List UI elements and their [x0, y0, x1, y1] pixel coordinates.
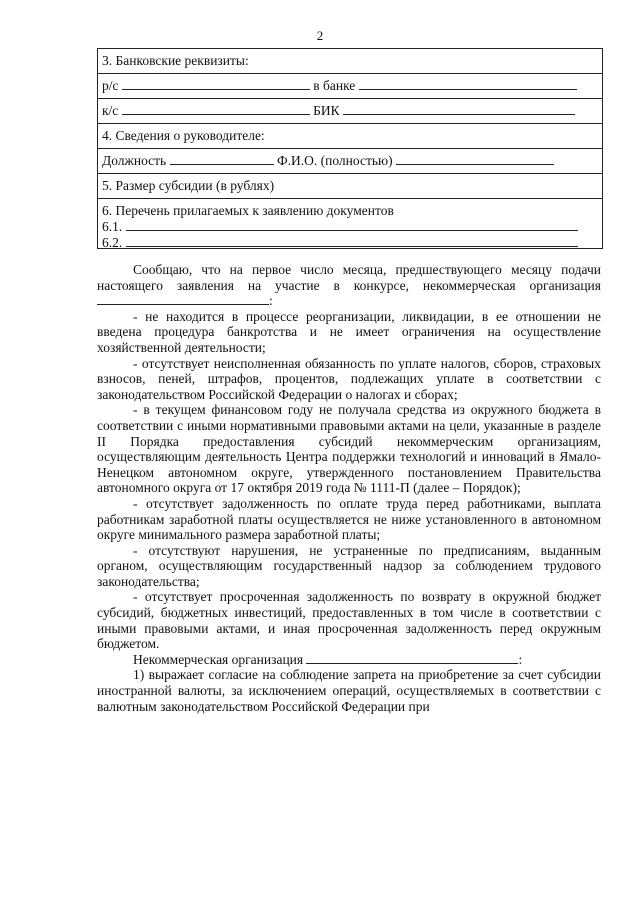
form-table	[97, 48, 603, 249]
rs-row	[98, 73, 602, 98]
doc-2-label: 6.2.	[102, 235, 123, 250]
subsidy-header: 5. Размер субсидии (в рублях)	[102, 178, 275, 193]
ks-label: к/с	[102, 103, 119, 118]
bik-label: БИК	[313, 103, 340, 118]
paragraph-organization-colon: :	[518, 651, 523, 667]
in-bank-label: в банке	[313, 78, 356, 93]
paragraph-overdue-debt: - отсутствует просроченная задолженность по возврату в окружной бюджет субсидий, бюджетных инвестиций, предоставленных в том числе в соответствии с иными правовыми актами, и иная просроченная задолженность перед окружным бюджетом.	[97, 589, 601, 652]
subsidy-row	[98, 173, 602, 198]
statement-body	[97, 262, 601, 714]
fio-field[interactable]	[396, 152, 554, 165]
doc-1-field[interactable]	[126, 218, 578, 231]
bank-details-header: 3. Банковские реквизиты:	[102, 53, 249, 68]
page-number: 2	[316, 28, 324, 43]
rs-label: р/с	[102, 78, 119, 93]
bik-field[interactable]	[343, 102, 575, 115]
paragraph-intro	[97, 262, 601, 309]
documents-row	[98, 198, 602, 248]
paragraph-violations: - отсутствуют нарушения, не устраненные по предписаниям, выданным органом, осуществляющим государственный надзор за соблюдением трудового законодательства;	[97, 542, 601, 589]
bank-name-field[interactable]	[359, 77, 577, 90]
paragraph-organization	[97, 652, 601, 668]
position-label: Должность	[102, 153, 167, 168]
paragraph-taxes: - отсутствует неисполненная обязанность по уплате налогов, сборов, страховых взносов, пеней, штрафов, процентов, подлежащих уплате в соответствии с законодательством Российской Федерации о налогах и сборах;	[97, 355, 601, 402]
organization-name-field-2[interactable]	[306, 652, 518, 664]
doc-2-field[interactable]	[126, 234, 578, 247]
head-info-header-row	[98, 123, 602, 148]
paragraph-budget-funds: - в текущем финансовом году не получала средства из окружного бюджета в соответствии с иными нормативными правовыми актами на цели, указанные в разделе II Порядка предоставления субсидий некоммерческим организациям, осуществляющим деятельность Центра поддержки технологий и инноваций в Ямало-Ненецком автономном округе, утвержденного постановлением Правительства автономного округа от 17 октября 2019 года № 1111-П (далее – Порядок);	[97, 402, 601, 496]
organization-name-field[interactable]	[97, 293, 269, 305]
ks-field[interactable]	[122, 102, 310, 115]
paragraph-intro-text: Сообщаю, что на первое число месяца, предшествующего месяцу подачи настоящего заявления на участие в конкурсе, некоммерческая организация	[97, 262, 601, 293]
doc-1-label: 6.1.	[102, 219, 123, 234]
head-info-header: 4. Сведения о руководителе:	[102, 128, 265, 143]
paragraph-reorganization: - не находится в процессе реорганизации, ликвидации, в ее отношении не введена процедура банкротства и не имеет ограничения на осуществление хозяйственной деятельности;	[97, 308, 601, 355]
fio-label: Ф.И.О. (полностью)	[276, 153, 393, 168]
paragraph-organization-text: Некоммерческая организация	[133, 651, 304, 667]
position-row	[98, 148, 602, 173]
paragraph-wages: - отсутствует задолженность по оплате труда перед работниками, выплата работникам заработной платы осуществляется не ниже установленного в автономном округе минимального размера заработной платы;	[97, 495, 601, 543]
paragraph-intro-colon: :	[269, 293, 273, 309]
ks-row	[98, 98, 602, 123]
bank-details-header-row	[98, 49, 602, 73]
rs-field[interactable]	[122, 77, 310, 90]
paragraph-currency-consent: 1) выражает согласие на соблюдение запрета на приобретение за счет субсидии иностранной валюты, за исключением операций, осуществляемых в соответствии с валютным законодательством Российской Федерации при	[97, 667, 601, 714]
position-field[interactable]	[170, 152, 274, 165]
documents-header: 6. Перечень прилагаемых к заявлению документов	[102, 203, 394, 218]
